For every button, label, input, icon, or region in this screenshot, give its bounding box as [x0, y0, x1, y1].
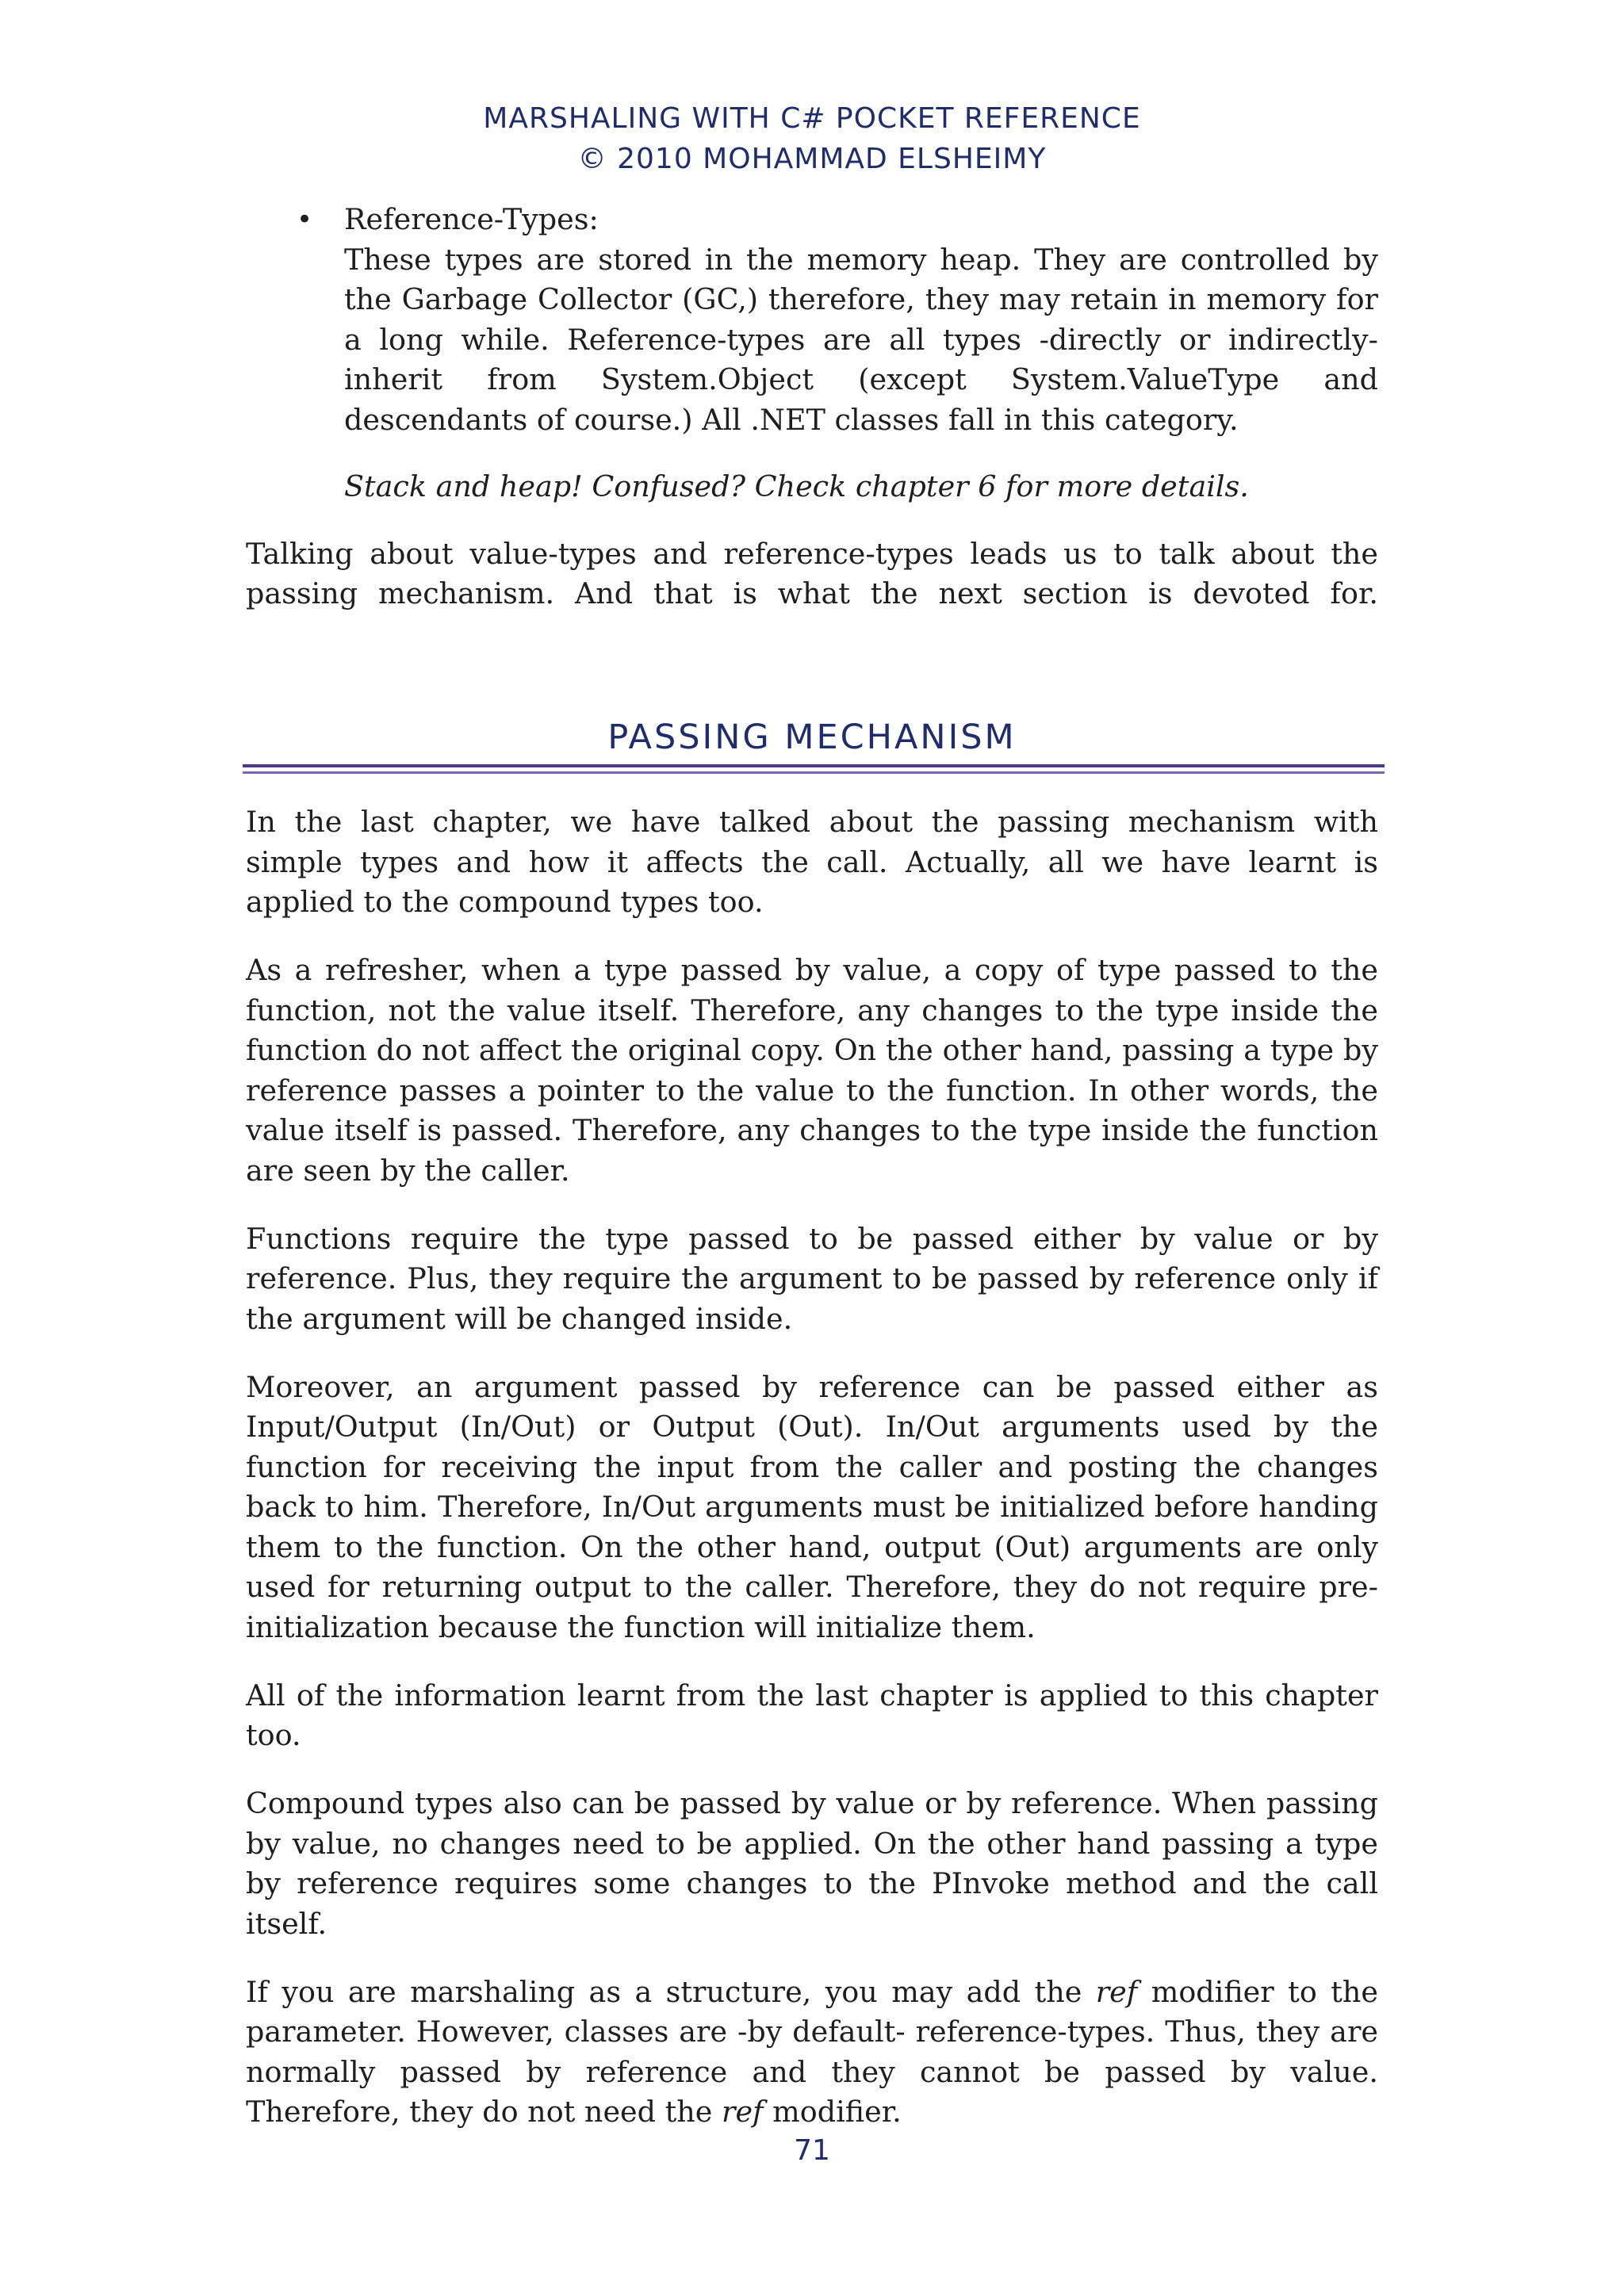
paragraph-text: modifier.: [763, 2095, 902, 2129]
paragraph: All of the information learnt from the last chapter is applied to this chapter too.: [246, 1678, 1378, 1752]
running-header: [0, 98, 1624, 179]
heading-rule-primary: [243, 764, 1385, 767]
header-title: MARSHALING WITH C# POCKET REFERENCE: [483, 102, 1141, 135]
paragraph: Functions require the type passed to be passed either by value or by reference. Plus, they require the argument to be passed by reference only if the argument will be changed inside.: [246, 1221, 1378, 1336]
ref-keyword: ref: [722, 2095, 764, 2129]
page-number: 71: [794, 2134, 830, 2167]
paragraph: As a refresher, when a type passed by value, a copy of type passed to the function, not the value itself. Therefore, any changes to the type inside the function do not affect the original copy. On the other hand, passing a type by reference passes a pointer to the value to the function. In other words, the value itself is passed. Therefore, any changes to the type inside the function are seen by the caller.: [246, 953, 1378, 1188]
bullet-body: These types are stored in the memory heap. They are controlled by the Garbage Collector (GC,) therefore, they may retain in memory for a long while. Reference-types are all types -directly or indirectly- inherit from System.Object (except System.ValueType and descendants of course.) All .NET classes fall in this category.: [344, 242, 1378, 437]
paragraph-ref-modifier: [246, 1973, 1378, 2133]
upper-content: [246, 200, 1378, 614]
section-heading: PASSING MECHANISM: [607, 718, 1017, 757]
paragraph: In the last chapter, we have talked about the passing mechanism with simple types and how it affects the call. Actually, all we have learnt is applied to the compound types too.: [246, 805, 1378, 919]
paragraph: Compound types also can be passed by value or by reference. When passing by value, no changes need to be applied. On the other hand passing a type by reference requires some changes to the PInvoke method and the call itself.: [246, 1786, 1378, 1941]
bullet-note: Stack and heap! Confused? Check chapter 6 for more details.: [344, 469, 1249, 503]
heading-rule-secondary: [243, 771, 1385, 774]
paragraph-text: If you are marshaling as a structure, you may add the: [246, 1974, 1096, 2009]
section-body: [246, 802, 1378, 2133]
bullet-title: Reference-Types:: [344, 202, 599, 236]
intro-paragraph: Talking about value-types and reference-types leads us to talk about the passing mechanism. And that is what the next section is devoted for.: [246, 536, 1378, 610]
paragraph-text: modifier to the parameter. However, classes are -by default- reference-types. Thus, they are normally passed by reference and they cannot be passed by value. Therefore, they do not need the: [246, 1974, 1378, 2129]
ref-keyword: ref: [1095, 1974, 1138, 2009]
bullet-icon: •: [297, 204, 313, 235]
paragraph: Moreover, an argument passed by reference can be passed either as Input/Output (In/Out) or Output (Out). In/Out arguments used by the function for receiving the input from the caller and posting the changes back to him. Therefore, In/Out arguments must be initialized before handing them to the function. On the other hand, output (Out) arguments are only used for returning output to the caller. Therefore, they do not require pre-initialization because the function will initialize them.: [246, 1369, 1378, 1644]
bullet-item-reference-types: [246, 200, 1378, 507]
header-copyright: © 2010 MOHAMMAD ELSHEIMY: [577, 143, 1047, 175]
